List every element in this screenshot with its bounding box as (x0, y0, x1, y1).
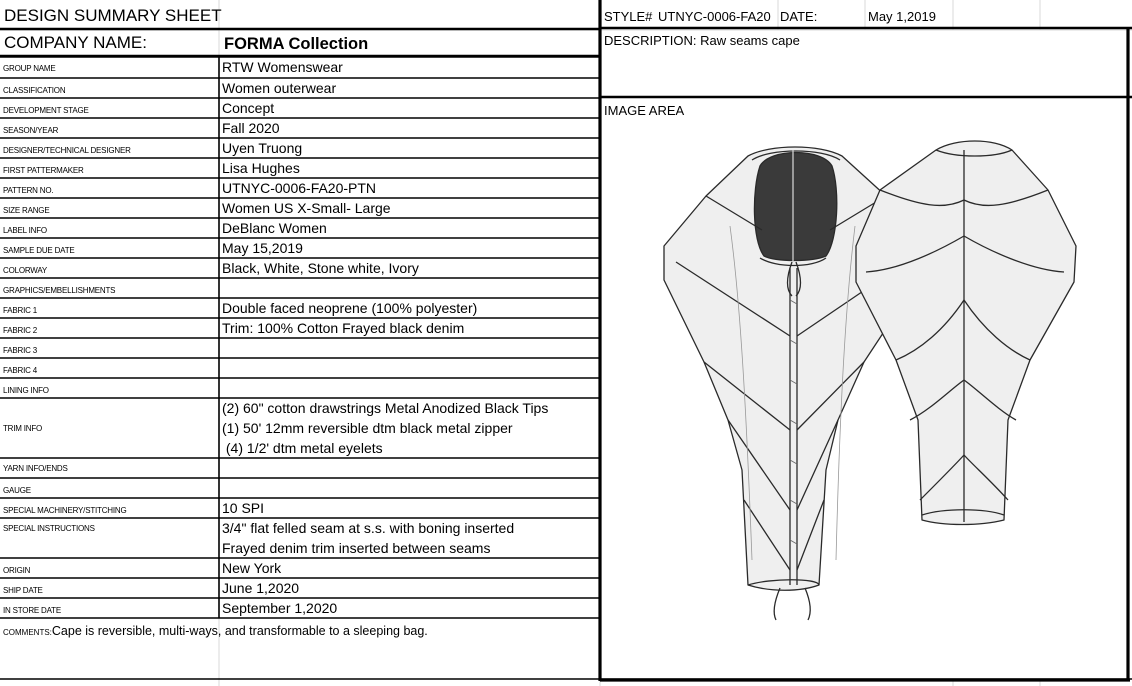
trim-info-line: (1) 50' 12mm reversible dtm black metal zipper (222, 420, 513, 436)
trim-info-label: TRIM INFO (3, 424, 43, 433)
row-label: DESIGNER/TECHNICAL DESIGNER (3, 146, 131, 155)
row-value: UTNYC-0006-FA20-PTN (222, 180, 377, 196)
row-value: DeBlanc Women (222, 220, 327, 236)
special-instructions-line: Frayed denim trim inserted between seams (222, 540, 491, 556)
row-label: COLORWAY (3, 266, 48, 275)
row-label: PATTERN NO. (3, 186, 54, 195)
description-value: Raw seams cape (700, 33, 800, 48)
sheet-title: DESIGN SUMMARY SHEET (4, 6, 222, 25)
row-label: CLASSIFICATION (3, 86, 66, 95)
comments-value: Cape is reversible, multi-ways, and transformable to a sleeping bag. (51, 624, 428, 638)
row-value: 10 SPI (222, 500, 265, 516)
comments-label: COMMENTS: (3, 628, 52, 637)
row-label: SHIP DATE (3, 586, 43, 595)
row-label: FABRIC 4 (3, 366, 37, 375)
row-label: IN STORE DATE (3, 606, 62, 615)
style-number-label: STYLE# (604, 9, 653, 24)
row-value: September 1,2020 (222, 600, 338, 616)
special-instructions-line: 3/4" flat felled seam at s.s. with boning inserted (222, 520, 515, 536)
row-label: FABRIC 3 (3, 346, 37, 355)
row-label: YARN INFO/ENDS (3, 464, 68, 473)
row-label: GRAPHICS/EMBELLISHMENTS (3, 286, 116, 295)
row-value: New York (222, 560, 282, 576)
row-value: Women outerwear (222, 80, 337, 96)
row-label: FABRIC 1 (3, 306, 37, 315)
row-value: Concept (222, 100, 275, 116)
cape-technical-drawing (602, 100, 1126, 678)
row-value: Double faced neoprene (100% polyester) (222, 300, 478, 316)
row-label: LABEL INFO (3, 226, 47, 235)
date-value: May 1,2019 (868, 9, 936, 24)
row-label: SIZE RANGE (3, 206, 50, 215)
row-value: Lisa Hughes (222, 160, 300, 176)
company-name-label: COMPANY NAME: (4, 33, 147, 52)
row-value: Trim: 100% Cotton Frayed black denim (222, 320, 465, 336)
trim-info-line: (2) 60" cotton drawstrings Metal Anodized Black Tips (222, 400, 549, 416)
row-label: GROUP NAME (3, 64, 56, 73)
row-label: SEASON/YEAR (3, 126, 59, 135)
row-value: Uyen Truong (222, 140, 303, 156)
row-value: June 1,2020 (222, 580, 300, 596)
row-value: May 15,2019 (222, 240, 303, 256)
trim-info-line: (4) 1/2' dtm metal eyelets (222, 440, 383, 456)
row-label: SAMPLE DUE DATE (3, 246, 75, 255)
row-label: DEVELOPMENT STAGE (3, 106, 89, 115)
cape-back-view (856, 141, 1076, 525)
description-label: DESCRIPTION: (604, 33, 697, 48)
row-label: FIRST PATTERMAKER (3, 166, 84, 175)
row-label: ORIGIN (3, 566, 31, 575)
date-label: DATE: (780, 9, 818, 24)
row-value: Women US X-Small- Large (222, 200, 391, 216)
special-instructions-label: SPECIAL INSTRUCTIONS (3, 524, 95, 533)
row-value: RTW Womenswear (222, 59, 343, 75)
row-label: LINING INFO (3, 386, 49, 395)
image-area-label: IMAGE AREA (604, 103, 685, 118)
style-number-value: UTNYC-0006-FA20 (658, 9, 771, 24)
description (604, 33, 800, 49)
row-label: FABRIC 2 (3, 326, 37, 335)
row-value: Fall 2020 (222, 120, 280, 136)
row-label: GAUGE (3, 486, 31, 495)
comments (3, 622, 428, 640)
row-value: Black, White, Stone white, Ivory (222, 260, 419, 276)
company-name-value: FORMA Collection (224, 35, 369, 53)
row-label: SPECIAL MACHINERY/STITCHING (3, 506, 127, 515)
